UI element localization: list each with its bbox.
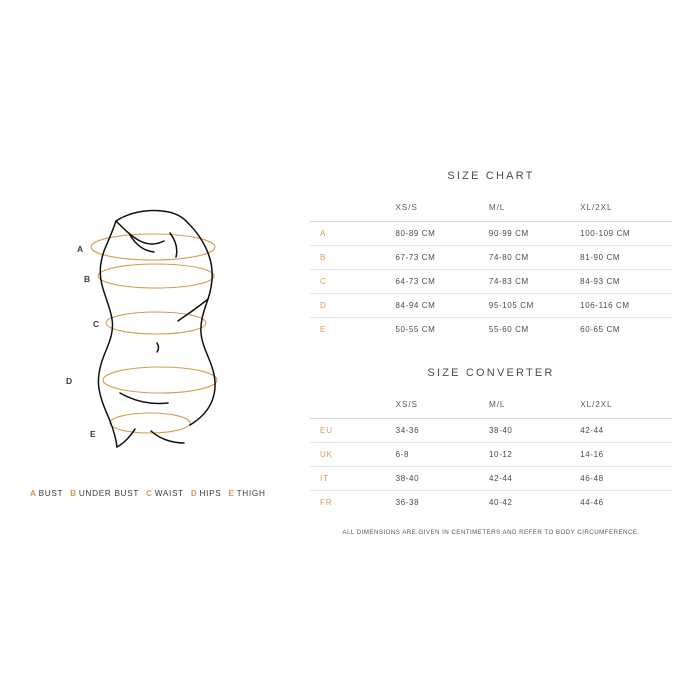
figure-label-d: D [66, 376, 73, 386]
female-body-measurement-outline-icon [20, 175, 300, 475]
size-chart-title: SIZE CHART [447, 170, 535, 182]
legend-item-waist [146, 489, 184, 498]
size-chart-row-key-c: C [310, 270, 395, 294]
size-chart-row-key-e: E [320, 325, 327, 334]
legend-item-under-bust [70, 489, 139, 498]
size-chart-cell-a-ml: 90-99 CM [489, 222, 580, 246]
tables-panel [310, 170, 672, 514]
size-chart-cell-b-xl2xl: 81-90 CM [580, 246, 672, 270]
size-chart-col-xl2xl: XL/2XL [580, 196, 672, 222]
size-chart-cell-d-xss: 84-94 CM [395, 294, 488, 318]
legend-letter-c: C [146, 489, 153, 498]
size-converter-cell-eu-xl2xl: 42-44 [580, 419, 672, 443]
legend-label-hips: HIPS [199, 489, 222, 498]
table-row [310, 318, 672, 342]
table-row [310, 294, 672, 318]
size-converter-col-ml: M/L [489, 393, 580, 419]
size-chart-cell-e-ml: 55-60 CM [488, 325, 529, 334]
size-converter-cell-fr-xss: 36-38 [395, 498, 420, 507]
size-converter-row-key-fr: FR [320, 498, 333, 507]
size-chart-cell-c-xl2xl: 84-93 CM [580, 270, 672, 294]
size-chart-col-ml: M/L [489, 196, 580, 222]
footnote-text: ALL DIMENSIONS ARE GIVEN IN CENTIMETERS AND REFER TO BODY CIRCUMFERENCE. [342, 529, 640, 536]
measurement-legend [30, 489, 300, 498]
size-converter-row-key-eu: EU [310, 419, 396, 443]
legend-letter-e: E [228, 489, 235, 498]
size-chart-col-xss: XS/S [395, 196, 488, 222]
size-converter-col-xl2xl: XL/2XL [580, 393, 672, 419]
size-chart-cell-a-xss: 80-89 CM [395, 222, 488, 246]
body-figure-panel [20, 175, 300, 475]
table-row [310, 246, 672, 270]
size-chart-cell-e-xss: 50-55 CM [395, 325, 436, 334]
legend-label-thigh: THIGH [236, 489, 266, 498]
table-header-row [310, 196, 672, 222]
size-converter-cell-it-xss: 38-40 [396, 467, 489, 491]
table-row [310, 419, 672, 443]
size-converter-cell-fr-xl2xl: 44-46 [580, 498, 604, 507]
table-header-row [310, 393, 672, 419]
figure-label-c: C [93, 319, 100, 329]
size-chart-cell-c-xss: 64-73 CM [395, 270, 488, 294]
size-chart-cell-c-ml: 74-83 CM [489, 270, 580, 294]
table-row [310, 491, 672, 515]
size-chart-cell-d-ml: 95-105 CM [489, 294, 580, 318]
size-chart-row-key-d: D [310, 294, 395, 318]
size-chart-cell-a-xl2xl: 100-109 CM [580, 222, 672, 246]
size-converter-table [310, 393, 672, 514]
legend-letter-a: A [30, 489, 37, 498]
legend-item-thigh [228, 489, 265, 498]
table-row [310, 270, 672, 294]
size-chart-table [310, 196, 672, 341]
table-row [310, 222, 672, 246]
size-converter-title: SIZE CONVERTER [427, 367, 555, 379]
size-converter-cell-fr-ml: 40-42 [489, 498, 513, 507]
table-row [310, 443, 672, 467]
size-converter-col-xss: XS/S [396, 393, 489, 419]
size-converter-row-key-it: IT [310, 467, 396, 491]
size-chart-col-blank [310, 196, 395, 222]
size-converter-cell-uk-ml: 10-12 [489, 443, 580, 467]
legend-item-hips [191, 489, 222, 498]
size-chart-row-key-b: B [310, 246, 395, 270]
figure-label-a: A [77, 244, 84, 254]
legend-letter-d: D [190, 489, 198, 498]
size-converter-cell-eu-ml: 38-40 [489, 419, 580, 443]
size-chart-row-key-a: A [310, 222, 395, 246]
legend-label-waist: WAIST [154, 489, 184, 498]
size-chart-cell-b-ml: 74-80 CM [489, 246, 580, 270]
legend-label-bust: BUST [38, 489, 64, 498]
size-converter-col-blank [310, 393, 396, 419]
size-converter-cell-it-ml: 42-44 [489, 467, 580, 491]
size-converter-cell-eu-xss: 34-36 [396, 419, 489, 443]
legend-letter-b: B [70, 489, 77, 498]
size-chart-cell-d-xl2xl: 106-116 CM [580, 294, 672, 318]
figure-label-e: E [90, 429, 97, 439]
size-converter-cell-uk-xl2xl: 14-16 [580, 443, 672, 467]
size-chart-cell-b-xss: 67-73 CM [395, 246, 488, 270]
size-converter-cell-uk-xss: 6-8 [396, 443, 489, 467]
size-converter-row-key-uk: UK [310, 443, 396, 467]
table-row [310, 467, 672, 491]
figure-label-b: B [84, 274, 91, 284]
legend-item-bust [30, 489, 63, 498]
legend-label-under-bust: UNDER BUST [78, 489, 140, 498]
size-converter-cell-it-xl2xl: 46-48 [580, 467, 672, 491]
size-chart-cell-e-xl2xl: 60-65 CM [580, 325, 621, 334]
